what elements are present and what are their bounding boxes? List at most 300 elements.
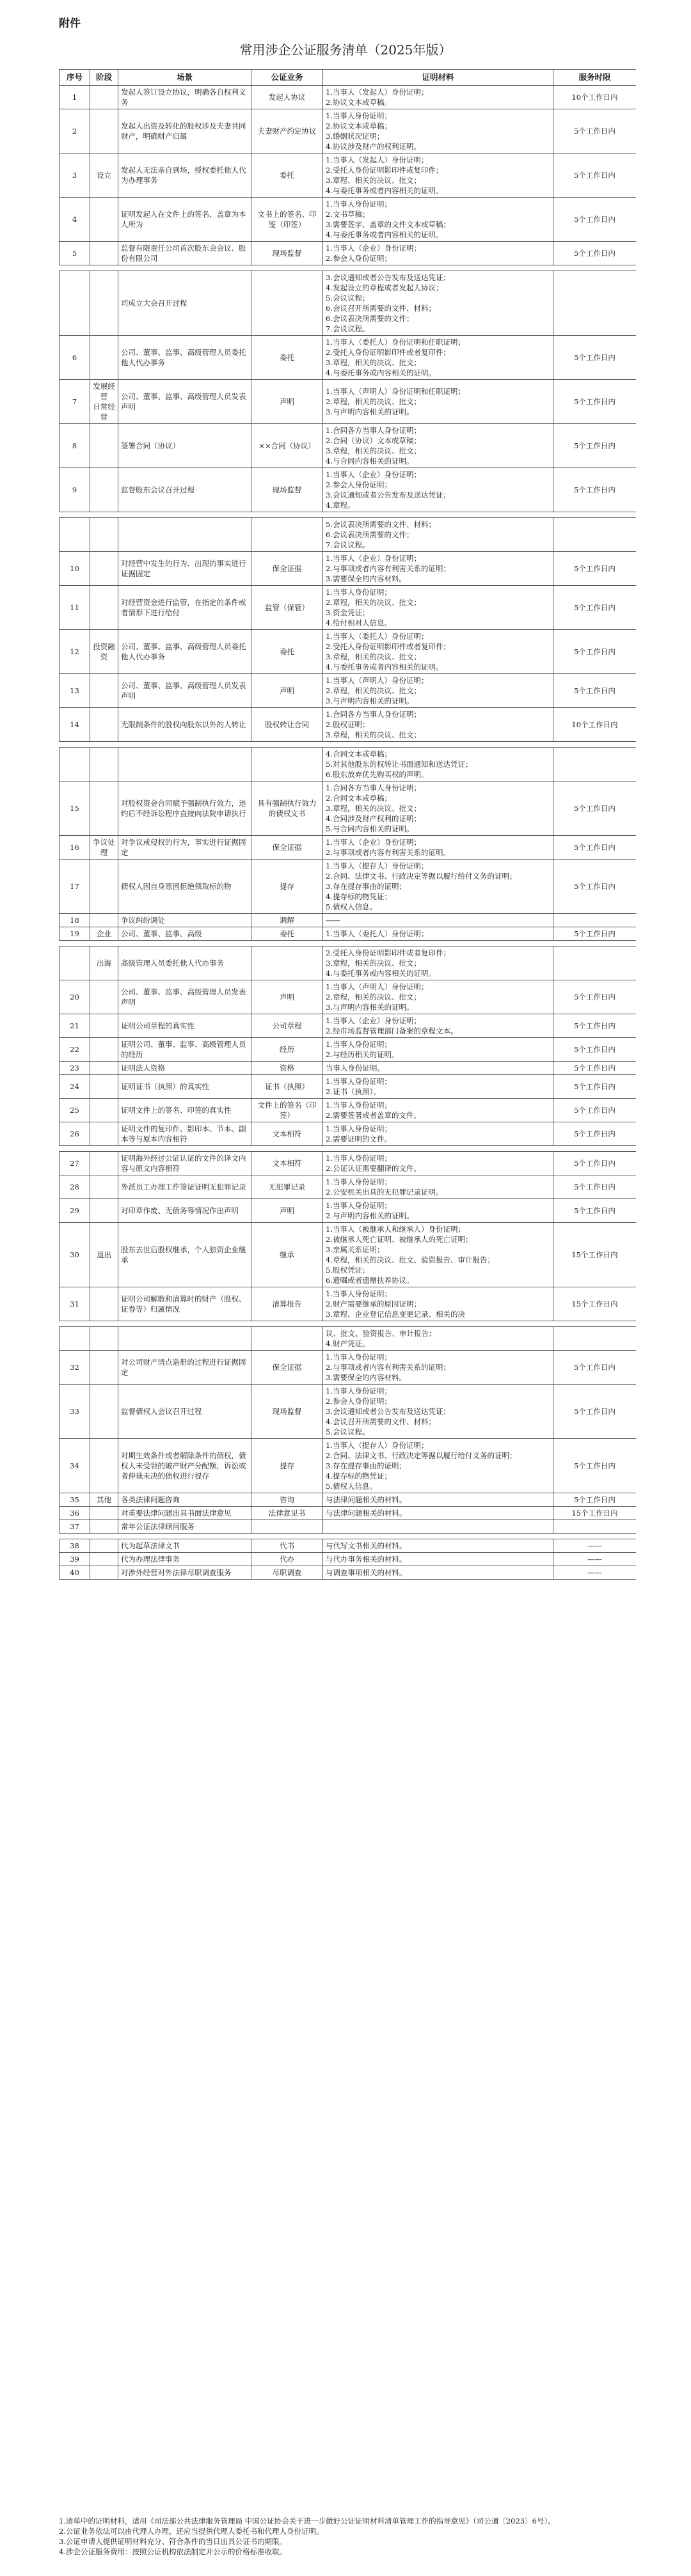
row-category: 委托 — [251, 336, 323, 380]
row-scene: 对争议或侵权的行为，事实进行证据固定 — [118, 836, 251, 860]
row-stage — [90, 980, 118, 1014]
row-category: 文本相符 — [251, 1152, 323, 1175]
table-row — [60, 109, 637, 153]
row-number: 20 — [60, 980, 90, 1014]
row-time-limit: 5个工作日内 — [553, 927, 637, 941]
table-row — [60, 674, 637, 708]
row-number: 30 — [60, 1223, 90, 1287]
row-category: 股权转让合同 — [251, 708, 323, 742]
row-stage: 退出 — [90, 1223, 118, 1287]
row-category: 代办 — [251, 1553, 323, 1566]
row-category: 保全证据 — [251, 836, 323, 860]
row-time-limit: 5个工作日内 — [553, 630, 637, 674]
table-row — [60, 748, 637, 781]
table-row — [60, 1287, 637, 1321]
row-category: 公司章程 — [251, 1014, 323, 1038]
row-scene: 监督债权人会议召开过程 — [118, 1385, 251, 1439]
page-break-cell — [60, 1146, 637, 1152]
row-time-limit: 15个工作日内 — [553, 1507, 637, 1520]
row-category: 调解 — [251, 914, 323, 927]
row-time-limit: 5个工作日内 — [553, 674, 637, 708]
row-materials: 4.合同文本或草稿； 5.对其他股东的权转让书面通知和送达凭证； 6.股东放弃优先购买权的声明。 — [323, 748, 553, 781]
row-materials: 1.当事人（委托人）身份证明； 2.受托人身份证明影印件或者复印件； 3.章程，相关的决议、批文； 4.与委托事务或者内容相关的证明。 — [323, 630, 553, 674]
table-row — [60, 914, 637, 927]
table-row — [60, 380, 637, 424]
row-time-limit — [553, 914, 637, 927]
row-stage-label: 发展经营 — [93, 382, 115, 401]
row-scene: 无限制条件的股权向股东以外的人转让 — [118, 708, 251, 742]
row-time-limit: 5个工作日内 — [553, 836, 637, 860]
row-number: 18 — [60, 914, 90, 927]
table-row — [60, 927, 637, 941]
row-materials: 与法律问题相关的材料。 — [323, 1493, 553, 1507]
row-scene: 证明海外经过公证认证的文件的译文内容与原文内容相符 — [118, 1152, 251, 1175]
row-number: 36 — [60, 1507, 90, 1520]
table-row — [60, 708, 637, 742]
row-time-limit: 5个工作日内 — [553, 1351, 637, 1385]
row-materials: 1.当事人（企业）身份证明； 2.与事项或者内容有利害关系的证明； 3.需要保全的内容材料。 — [323, 552, 553, 586]
row-number: 29 — [60, 1199, 90, 1223]
row-category: ××合同（协议） — [251, 424, 323, 468]
row-number: 37 — [60, 1520, 90, 1534]
row-time-limit: 5个工作日内 — [553, 1038, 637, 1062]
row-number: 5 — [60, 242, 90, 265]
row-scene: 证明证书（执照）的真实性 — [118, 1075, 251, 1099]
row-number: 9 — [60, 468, 90, 512]
row-time-limit: 5个工作日内 — [553, 1152, 637, 1175]
row-time-limit: 5个工作日内 — [553, 1175, 637, 1199]
row-stage — [90, 1507, 118, 1520]
row-time-limit — [553, 748, 637, 781]
row-time-limit — [553, 1520, 637, 1534]
row-stage: 设立 — [90, 153, 118, 198]
row-materials: 1.当事人身份证明； 2.与事项或者内容有利害关系的证明； 3.需要保全的内容材料。 — [323, 1351, 553, 1385]
row-materials: 与代写文书相关的材料。 — [323, 1539, 553, 1553]
row-number — [60, 748, 90, 781]
notes-section — [59, 2516, 636, 2557]
table-row — [60, 586, 637, 630]
header-category: 公证业务 — [251, 70, 323, 86]
table-row — [60, 1327, 637, 1351]
table-row — [60, 424, 637, 468]
row-materials: 1.当事人身份证明； 2.与经历相关的证明。 — [323, 1038, 553, 1062]
row-scene: 发起人无法亲自到场，授权委托他人代为办理事务 — [118, 153, 251, 198]
row-number: 21 — [60, 1014, 90, 1038]
row-number: 33 — [60, 1385, 90, 1439]
row-category: 现场监督 — [251, 242, 323, 265]
row-materials: 1.当事人（委托人）身份证明； — [323, 927, 553, 941]
page-break-gap — [60, 1534, 637, 1539]
row-materials: 1.当事人（声明人）身份证明和任职证明； 2.章程，相关的决议、批文； 3.与声明内容相关的证明。 — [323, 380, 553, 424]
row-number: 17 — [60, 860, 90, 914]
table-row — [60, 552, 637, 586]
row-number: 14 — [60, 708, 90, 742]
note-line: 3.公证申请人提供证明材料充分、符合条件的当日出具公证书的期限。 — [59, 2537, 287, 2546]
table-row — [60, 1507, 637, 1520]
row-number: 25 — [60, 1099, 90, 1122]
row-time-limit: 5个工作日内 — [553, 1014, 637, 1038]
row-category: 保全证据 — [251, 1351, 323, 1385]
row-materials: 1.当事人（企业）身份证明； 2.参会人身份证明； — [323, 242, 553, 265]
row-scene: 对期生效条件或者解除条件的债权，债权人未受领的破产财产分配额，诉讼或者仲裁未决的债权进行提存 — [118, 1439, 251, 1493]
row-category: 代书 — [251, 1539, 323, 1553]
row-scene: 对股权资金合同赋予强制执行效力，违约后不经诉讼程序直接向法院申请执行 — [118, 781, 251, 836]
row-number: 27 — [60, 1152, 90, 1175]
table-row — [60, 1099, 637, 1122]
table-row — [60, 1520, 637, 1534]
row-time-limit: 5个工作日内 — [553, 1099, 637, 1122]
row-stage — [90, 674, 118, 708]
row-stage — [90, 552, 118, 586]
row-scene: 公司、董事、监事、高级管理人员发表声明 — [118, 380, 251, 424]
row-materials: 1.当事人身份证明； 2.公证认证需要翻译的文件。 — [323, 1152, 553, 1175]
row-time-limit: 15个工作日内 — [553, 1287, 637, 1321]
row-materials: 1.当事人（声明人）身份证明； 2.章程，相关的决议、批文； 3.与声明内容相关的证明。 — [323, 674, 553, 708]
row-stage — [90, 914, 118, 927]
row-stage — [90, 1075, 118, 1099]
row-stage — [90, 468, 118, 512]
row-time-limit: 5个工作日内 — [553, 781, 637, 836]
table-row — [60, 1566, 637, 1580]
row-number: 34 — [60, 1439, 90, 1493]
page-break-cell — [60, 742, 637, 748]
row-time-limit: 5个工作日内 — [553, 198, 637, 242]
row-materials: —— — [323, 914, 553, 927]
row-time-limit: 15个工作日内 — [553, 1223, 637, 1287]
row-scene: 司成立大会召开过程 — [118, 271, 251, 336]
row-category: 法律意见书 — [251, 1507, 323, 1520]
row-category: 提存 — [251, 1439, 323, 1493]
row-category: 提存 — [251, 860, 323, 914]
row-number: 38 — [60, 1539, 90, 1553]
row-stage: 投资融资 — [90, 630, 118, 674]
table-row — [60, 1539, 637, 1553]
row-time-limit: 5个工作日内 — [553, 242, 637, 265]
row-time-limit: 5个工作日内 — [553, 1062, 637, 1075]
row-number: 4 — [60, 198, 90, 242]
table-row — [60, 1385, 637, 1439]
row-time-limit: 5个工作日内 — [553, 468, 637, 512]
row-scene: 公司、董事、监事、高级管理人员委托他人代办事务 — [118, 630, 251, 674]
row-scene: 对重要法律问题出具书面法律意见 — [118, 1507, 251, 1520]
row-materials: 1.当事人身份证明； 2.与声明内容相关的证明。 — [323, 1199, 553, 1223]
row-scene: 公司、董事、监事、高级 — [118, 927, 251, 941]
row-scene: 对经营中发生的行为、出现的事实进行证据固定 — [118, 552, 251, 586]
row-category: 发起人协议 — [251, 86, 323, 109]
note-line: 4.涉企公证服务费用：按照公证机构依法制定并公示的价格标准收取。 — [59, 2547, 287, 2556]
header-no: 序号 — [60, 70, 90, 86]
table-row — [60, 1038, 637, 1062]
row-number: 23 — [60, 1062, 90, 1075]
row-number: 8 — [60, 424, 90, 468]
row-scene: 各类法律问题咨询 — [118, 1493, 251, 1507]
service-table-wrapper — [59, 69, 636, 2512]
row-stage — [90, 242, 118, 265]
row-materials: 1.当事人身份证明； 2.证书（执照）。 — [323, 1075, 553, 1099]
row-number: 40 — [60, 1566, 90, 1580]
page-break-gap — [60, 742, 637, 748]
row-materials: 1.当事人身份证明； 2.参会人身份证明； 3.会议通知或者公告发布及送达凭证； 4.会议召开所需要的文件、材料； 5.会议议程。 — [323, 1385, 553, 1439]
row-stage: 争议处理 — [90, 836, 118, 860]
table-row — [60, 980, 637, 1014]
table-row — [60, 86, 637, 109]
table-row — [60, 1122, 637, 1146]
row-materials: 1.当事人身份证明； 2.财产需要继承的原因证明； 3.章程、企业登记信息变更记录、相关的决 — [323, 1287, 553, 1321]
table-row — [60, 1439, 637, 1493]
row-materials: 1.当事人（声明人）身份证明； 2.章程，相关的决议、批文； 3.与声明内容相关的证明。 — [323, 980, 553, 1014]
row-stage — [90, 86, 118, 109]
row-category: 保全证据 — [251, 552, 323, 586]
row-stage — [90, 860, 118, 914]
row-number: 6 — [60, 336, 90, 380]
row-category: 委托 — [251, 153, 323, 198]
row-stage — [90, 518, 118, 552]
page-break-cell — [60, 941, 637, 946]
annex-label: 附件 — [59, 17, 81, 30]
row-stage — [90, 1014, 118, 1038]
row-stage — [90, 109, 118, 153]
row-stage — [90, 781, 118, 836]
row-category: 咨询 — [251, 1493, 323, 1507]
row-category: 文书上的签名、印鉴（印签） — [251, 198, 323, 242]
row-number: 13 — [60, 674, 90, 708]
row-stage — [90, 380, 118, 424]
row-scene — [118, 1327, 251, 1351]
row-stage — [90, 336, 118, 380]
row-scene: 对印章作废、无债务等情况作出声明 — [118, 1199, 251, 1223]
row-category: 资格 — [251, 1062, 323, 1075]
row-time-limit: 5个工作日内 — [553, 424, 637, 468]
table-row — [60, 860, 637, 914]
table-body — [60, 86, 637, 1580]
row-stage — [90, 1566, 118, 1580]
row-category: 继承 — [251, 1223, 323, 1287]
row-time-limit: 10个工作日内 — [553, 86, 637, 109]
page-break-cell — [60, 512, 637, 518]
row-number: 3 — [60, 153, 90, 198]
table-row — [60, 836, 637, 860]
row-scene: 对涉外经营对外法律尽职调查服务 — [118, 1566, 251, 1580]
page-break-gap — [60, 1321, 637, 1327]
row-category: 经历 — [251, 1038, 323, 1062]
row-number — [60, 518, 90, 552]
row-category — [251, 271, 323, 336]
row-stage — [90, 1327, 118, 1351]
row-stage — [90, 1287, 118, 1321]
row-stage — [90, 586, 118, 630]
row-stage — [90, 1351, 118, 1385]
table-row — [60, 518, 637, 552]
row-stage: 企业 — [90, 927, 118, 941]
row-time-limit: —— — [553, 1566, 637, 1580]
row-time-limit — [553, 271, 637, 336]
row-time-limit: 5个工作日内 — [553, 1493, 637, 1507]
row-stage — [90, 198, 118, 242]
row-time-limit: —— — [553, 1539, 637, 1553]
row-number: 39 — [60, 1553, 90, 1566]
row-category: 文本相符 — [251, 1122, 323, 1146]
row-scene: 争议纠纷调处 — [118, 914, 251, 927]
row-stage: 出海 — [90, 946, 118, 980]
row-materials: 1.当事人身份证明； 2.文书草稿； 3.需要签字、盖章的文件文本或草稿； 4.与委托事务或者内容相关的证明。 — [323, 198, 553, 242]
table-row — [60, 153, 637, 198]
row-materials: 1.当事人（发起人）身份证明； 2.协议文本或草稿。 — [323, 86, 553, 109]
row-time-limit: 5个工作日内 — [553, 336, 637, 380]
row-scene — [118, 518, 251, 552]
header-time: 服务时限 — [553, 70, 637, 86]
row-materials: 1.当事人（委托人）身份证明和任职证明； 2.受托人身份证明影印件或者复印件； 3.章程，相关的决议、批文； 4.与委托事务或内容相关的证明。 — [323, 336, 553, 380]
row-time-limit: 5个工作日内 — [553, 552, 637, 586]
row-category: 委托 — [251, 630, 323, 674]
row-materials: 1.当事人（企业）身份证明； 2.参会人身份证明； 3.会议通知或者公告发布及送达凭证； 4.章程。 — [323, 468, 553, 512]
row-stage — [90, 708, 118, 742]
row-scene: 证明公司解散和清算时的财产（股权、证券等）归属情况 — [118, 1287, 251, 1321]
row-stage — [90, 1099, 118, 1122]
note-line: 2.公证业务依法可以由代理人办理，还应当提供代理人委托书和代理人身份证明。 — [59, 2527, 324, 2536]
row-category — [251, 748, 323, 781]
row-category: 夫妻财产约定协议 — [251, 109, 323, 153]
row-materials: 3.会议通知或者公告发布及送达凭证； 4.发起设立的章程或者发起人协议； 5.会议议程； 6.会议召开所需要的文件、材料； 6.会议表决所需要的文件； 7.会议议程。 — [323, 271, 553, 336]
row-scene: 代为起草法律文书 — [118, 1539, 251, 1553]
table-row — [60, 946, 637, 980]
row-category: 监管（保管） — [251, 586, 323, 630]
table-row — [60, 1062, 637, 1075]
page-break-cell — [60, 1534, 637, 1539]
row-stage — [90, 1439, 118, 1493]
row-scene: 对公司财产清点造册的过程进行证据固定 — [118, 1351, 251, 1385]
row-category — [251, 946, 323, 980]
row-stage — [90, 424, 118, 468]
table-row — [60, 1175, 637, 1199]
row-scene: 证明公司、董事、监事、高级管理人员的经历 — [118, 1038, 251, 1062]
row-number: 24 — [60, 1075, 90, 1099]
row-category: 委托 — [251, 927, 323, 941]
row-number: 2 — [60, 109, 90, 153]
row-materials: 1.合同各方当事人身份证明； 2.合同（协议）文本或草稿； 3.章程，相关的决议、批文； 4.与合同内容相关的证明。 — [323, 424, 553, 468]
row-time-limit: 5个工作日内 — [553, 1385, 637, 1439]
row-category — [251, 1327, 323, 1351]
page-break-gap — [60, 941, 637, 946]
row-scene: 证明公司章程的真实性 — [118, 1014, 251, 1038]
row-time-limit: 5个工作日内 — [553, 380, 637, 424]
row-stage — [90, 1539, 118, 1553]
row-category: 现场监督 — [251, 468, 323, 512]
row-category: 无犯罪记录 — [251, 1175, 323, 1199]
row-scene: 外派员工办理工作签证证明无犯罪记录 — [118, 1175, 251, 1199]
row-category: 声明 — [251, 1199, 323, 1223]
row-category: 尽职调查 — [251, 1566, 323, 1580]
table-row — [60, 468, 637, 512]
header-scene: 场景 — [118, 70, 251, 86]
row-category: 证书（执照） — [251, 1075, 323, 1099]
row-scene: 证明文件上的签名、印签的真实性 — [118, 1099, 251, 1122]
row-materials: 1.合同各方当事人身份证明； 2.合同文本或草稿； 3.章程，相关的决议、批文； 4.合同涉及财产权利的证明； 5.与合同内容相关的证明。 — [323, 781, 553, 836]
row-materials: 与代办事务相关的材料。 — [323, 1553, 553, 1566]
row-substage-label: 日常经营 — [93, 402, 115, 421]
row-number — [60, 946, 90, 980]
table-row — [60, 1152, 637, 1175]
row-category: 声明 — [251, 980, 323, 1014]
page-break-gap — [60, 1146, 637, 1152]
row-stage — [90, 748, 118, 781]
row-time-limit: —— — [553, 1553, 637, 1566]
row-time-limit — [553, 518, 637, 552]
row-stage — [90, 1122, 118, 1146]
row-time-limit: 5个工作日内 — [553, 1439, 637, 1493]
row-scene: 监督股东会议召开过程 — [118, 468, 251, 512]
table-row — [60, 1553, 637, 1566]
row-scene: 证明文件的复印件、影印本、节本、副本等与原本内容相符 — [118, 1122, 251, 1146]
row-stage — [90, 1199, 118, 1223]
table-row — [60, 198, 637, 242]
row-stage — [90, 1152, 118, 1175]
row-scene: 公司、董事、监事、高级管理人员发表声明 — [118, 980, 251, 1014]
table-header-row — [60, 70, 637, 86]
row-scene: 证明发起人在文件上的签名、盖章为本人所为 — [118, 198, 251, 242]
document-title: 常用涉企公证服务清单（2025年版） — [239, 42, 452, 58]
row-number: 11 — [60, 586, 90, 630]
row-stage — [90, 1553, 118, 1566]
row-number: 1 — [60, 86, 90, 109]
row-stage: 其他 — [90, 1493, 118, 1507]
row-materials: 1.当事人身份证明； 2.需要证明的文件。 — [323, 1122, 553, 1146]
page-break-cell — [60, 1321, 637, 1327]
row-number: 28 — [60, 1175, 90, 1199]
row-time-limit: 5个工作日内 — [553, 1075, 637, 1099]
row-materials: 议、批文、验资报告、审计报告； 4.财产凭证。 — [323, 1327, 553, 1351]
row-number — [60, 1327, 90, 1351]
table-row — [60, 336, 637, 380]
row-materials: 2.受托人身份证明影印件或者复印件； 3.章程，相关的决议、批文； 4.与委托事务或内容相关的证明。 — [323, 946, 553, 980]
table-row — [60, 271, 637, 336]
header-stage: 阶段 — [90, 70, 118, 86]
row-number: 7 — [60, 380, 90, 424]
row-materials: 1.当事人（被继承人和继承人）身份证明； 2.被继承人死亡证明、被继承人的死亡证明； 3.亲属关系证明； 4.章程，相关的决议、批文、验资报告、审计报告； 5.股权凭证； 6.遗嘱或者遗赠扶养协议。 — [323, 1223, 553, 1287]
row-number: 31 — [60, 1287, 90, 1321]
row-category: 声明 — [251, 380, 323, 424]
table-row — [60, 1014, 637, 1038]
row-materials: 1.当事人身份证明； 2.协议文本或草稿； 3.婚姻状况证明； 4.协议涉及财产的权利证明。 — [323, 109, 553, 153]
page-break-gap — [60, 512, 637, 518]
row-stage — [90, 1038, 118, 1062]
row-scene: 发起人出资及转化的股权涉及夫妻共同财产，明确财产归属 — [118, 109, 251, 153]
row-materials: 1.当事人（企业）身份证明； 2.与事项或者内容有利害关系的证明。 — [323, 836, 553, 860]
row-stage — [90, 1062, 118, 1075]
row-materials: 1.当事人（发起人）身份证明； 2.受托人身份证明影印件或复印件； 3.章程、相关的决议、批文； 4.与委托事务或者内容相关的证明。 — [323, 153, 553, 198]
row-category: 现场监督 — [251, 1385, 323, 1439]
row-category — [251, 1520, 323, 1534]
row-category: 具有强制执行效力的债权文书 — [251, 781, 323, 836]
row-stage — [90, 1175, 118, 1199]
row-time-limit — [553, 946, 637, 980]
row-time-limit: 5个工作日内 — [553, 1199, 637, 1223]
row-scene: 高级管理人员委托他人代办事务 — [118, 946, 251, 980]
table-row — [60, 781, 637, 836]
row-materials: 当事人身份证明。 — [323, 1062, 553, 1075]
row-number: 10 — [60, 552, 90, 586]
row-stage — [90, 1520, 118, 1534]
row-time-limit: 5个工作日内 — [553, 980, 637, 1014]
table-row — [60, 630, 637, 674]
row-time-limit: 5个工作日内 — [553, 1122, 637, 1146]
row-materials: 与调查事项相关的材料。 — [323, 1566, 553, 1580]
header-materials: 证明材料 — [323, 70, 553, 86]
row-scene: 对经营资金进行监管，在指定的条件或者情形下进行给付 — [118, 586, 251, 630]
row-category: 文件上的签名（印签） — [251, 1099, 323, 1122]
table-row — [60, 1351, 637, 1385]
page-break-gap — [60, 265, 637, 271]
row-scene — [118, 748, 251, 781]
